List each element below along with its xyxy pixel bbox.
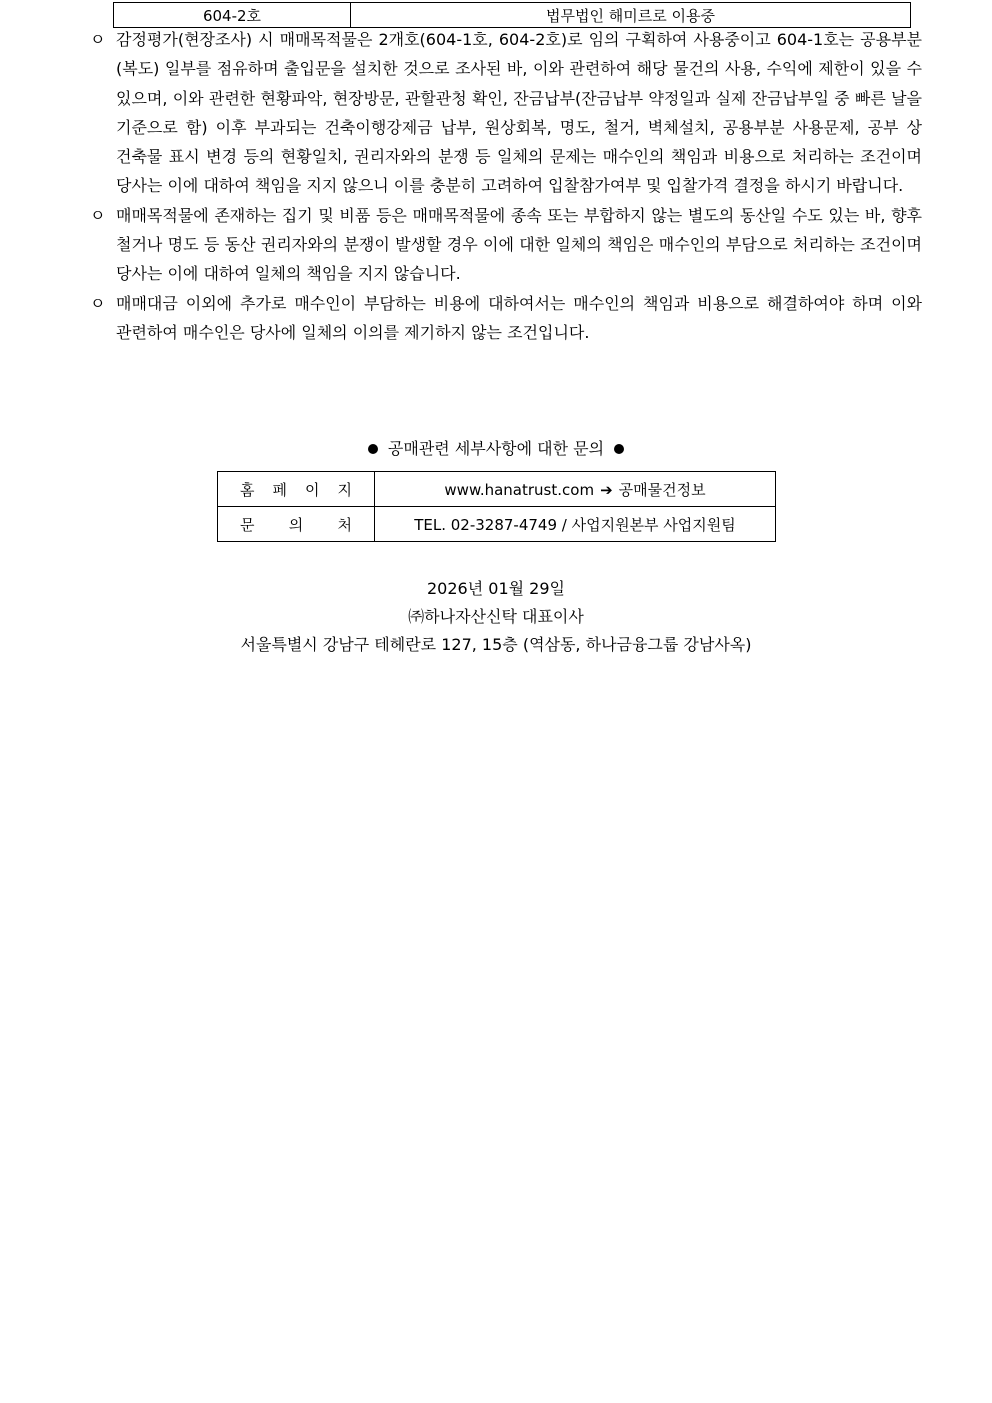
inquiry-title-text: 공매관련 세부사항에 대한 문의 <box>387 439 605 458</box>
inquiry-heading <box>0 436 992 462</box>
list-item <box>90 289 922 348</box>
unit-number-cell: 604-2호 <box>114 3 351 28</box>
notice-list <box>90 25 922 347</box>
notice-text: 감정평가(현장조사) 시 매매목적물은 2개호(604-1호, 604-2호)로 임의 구획하여 사용중이고 604-1호는 공용부분(복도) 일부를 점유하며 출입문을 설치한 것으로 조사된 바, 이와 관련하여 해당 물건의 사용, 수익에 제한이 있을 수 있으며, 이와 관련한 현황파악, 현장방문, 관할관청 확인, 잔금납부(잔금납부 약정일과 실제 잔금납부일 중 빠른 날을 기준으로 함) 이후 부과되는 건축이행강제금 납부, 원상회복, 명도, 철거, 벽체설치, 공용부분 사용문제, 공부 상 건축물 표시 변경 등의 현황일치, 권리자와의 분쟁 등 일체의 문제는 매수인의 책임과 비용으로 처리하는 조건이며 당사는 이에 대하여 책임을 지지 않으니 이를 충분히 고려하여 입찰참가여부 및 입찰가격 결정을 하시기 바랍니다. <box>116 30 922 196</box>
homepage-label: 홈 페 이 지 <box>218 472 375 507</box>
company-name: ㈜하나자산신탁 대표이사 <box>408 607 584 626</box>
arrow-right-icon: ➔ <box>600 480 613 499</box>
list-item <box>90 201 922 289</box>
company-address: 서울특별시 강남구 테헤란로 127, 15층 (역삼동, 하나금융그룹 강남사옥) <box>240 635 752 654</box>
bullet-mark: ㅇ <box>90 205 106 225</box>
contact-value: TEL. 02-3287-4749 / 사업지원본부 사업지원팀 <box>375 507 776 542</box>
bullet-mark: ㅇ <box>90 30 106 49</box>
homepage-link[interactable]: www.hanatrust.com <box>444 480 595 499</box>
notice-text: 매매목적물에 존재하는 집기 및 비품 등은 매매목적물에 종속 또는 부합하지 않는 별도의 동산일 수도 있는 바, 향후 철거나 명도 등 동산 권리자와의 분쟁이 발생할 경우 이에 대한 일체의 책임은 매수인의 부담으로 처리하는 조건이며 당사는 이에 대하여 일체의 책임을 지지 않습니다. <box>116 205 922 284</box>
table-row <box>218 472 776 507</box>
bullet-dot-icon <box>368 444 378 454</box>
inquiry-table <box>217 471 776 542</box>
unit-status-cell: 법무법인 해미르로 이용중 <box>351 3 911 28</box>
document-footer <box>0 575 992 659</box>
contact-label: 문 의 처 <box>218 507 375 542</box>
list-item <box>90 25 922 201</box>
issue-date: 2026년 01월 29일 <box>427 579 565 598</box>
homepage-menu-path: 공매물건정보 <box>618 480 706 499</box>
notice-text: 매매대금 이외에 추가로 매수인이 부담하는 비용에 대하여서는 매수인의 책임과 비용으로 해결하여야 하며 이와 관련하여 매수인은 당사에 일체의 이의를 제기하지 않는 조건입니다. <box>116 293 922 342</box>
homepage-value <box>375 472 776 507</box>
bullet-mark: ㅇ <box>90 293 106 313</box>
table-row <box>218 507 776 542</box>
table-row <box>114 3 911 28</box>
bullet-dot-icon <box>614 444 624 454</box>
